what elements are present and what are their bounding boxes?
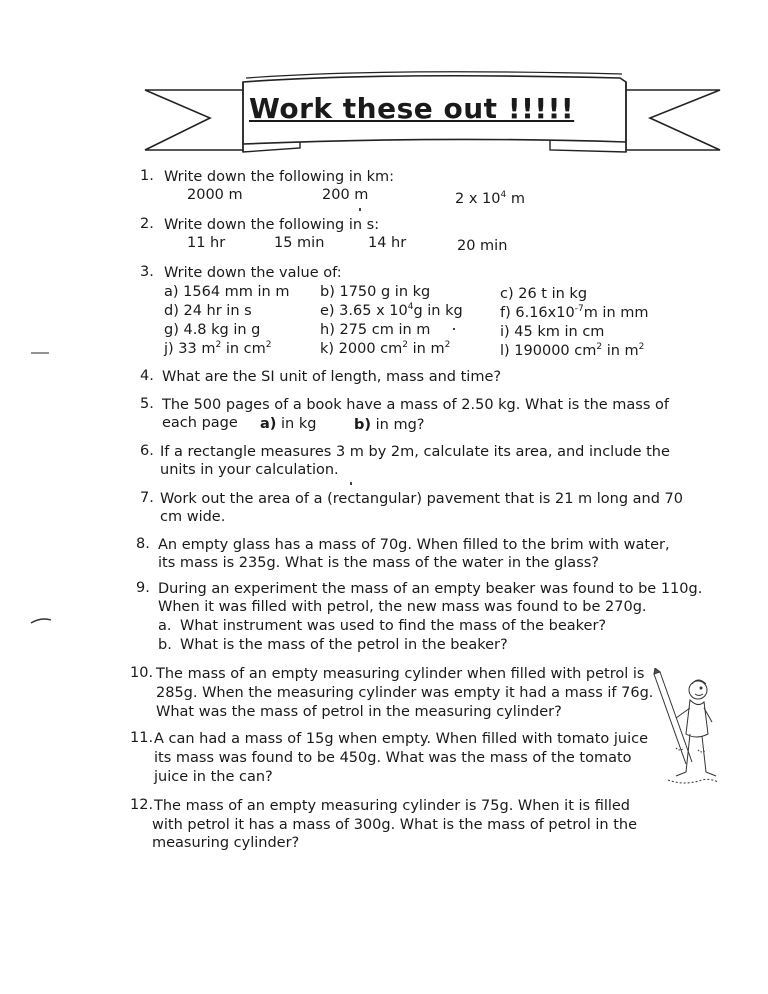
q2-item-2: 15 min <box>274 235 325 251</box>
speck <box>350 482 352 485</box>
q3-h: h) 275 cm in m <box>320 322 431 338</box>
q9-a-label: a. <box>158 618 172 634</box>
q4-text: What are the SI unit of length, mass and time? <box>162 369 502 385</box>
margin-mark-2 <box>30 615 52 625</box>
q9-line-1: During an experiment the mass of an empty beaker was found to be 110g. <box>158 581 703 597</box>
q2-number: 2. <box>140 216 154 232</box>
q2-item-3: 14 hr <box>368 235 407 251</box>
q5-number: 5. <box>140 396 154 412</box>
q1-number: 1. <box>140 168 154 184</box>
q5-line-2c: b) in mg? <box>354 417 425 433</box>
q7-line-2: cm wide. <box>160 509 226 525</box>
q8-number: 8. <box>136 536 150 552</box>
q11-line-3: juice in the can? <box>154 769 273 785</box>
q5-line-2a: each page <box>162 415 238 431</box>
q6-line-1: If a rectangle measures 3 m by 2m, calculate its area, and include the <box>160 444 670 460</box>
margin-mark-1 <box>30 350 50 356</box>
q3-g: g) 4.8 kg in g <box>164 322 261 338</box>
q10-number: 10. <box>130 665 154 681</box>
q5-line-2b: a) in kg <box>260 416 317 432</box>
q2-item-4: 20 min <box>457 238 508 254</box>
q8-line-2: its mass is 235g. What is the mass of the water in the glass? <box>158 555 599 571</box>
q10-line-2: 285g. When the measuring cylinder was empty it had a mass if 76g. <box>156 685 654 701</box>
q7-line-1: Work out the area of a (rectangular) pavement that is 21 m long and 70 <box>160 491 684 507</box>
q9-b-text: What is the mass of the petrol in the beaker? <box>180 637 508 653</box>
cartoon-figure-with-pencil-icon <box>646 668 720 792</box>
q3-a: a) 1564 mm in m <box>164 284 290 300</box>
q3-f: f) $6.16x10^{-7}m$ in mm <box>500 304 649 321</box>
q11-number: 11. <box>130 730 154 746</box>
q1-item-2: 200 m <box>322 187 369 203</box>
q12-number: 12. <box>130 797 154 813</box>
q10-line-1: The mass of an empty measuring cylinder when filled with petrol is <box>156 666 645 682</box>
q10-line-3: What was the mass of petrol in the measuring cylinder? <box>156 704 562 720</box>
q12-line-2: with petrol it has a mass of 300g. What is the mass of petrol in the <box>152 817 638 833</box>
q3-l: l) 190000 $cm^2$ in $m^2$ <box>500 342 645 359</box>
q9-a-text: What instrument was used to find the mass of the beaker? <box>180 618 607 634</box>
q3-d: d) 24 hr in s <box>164 303 252 319</box>
q9-line-2: When it was filled with petrol, the new mass was found to be 270g. <box>158 599 647 615</box>
q6-line-2: units in your calculation. <box>160 462 339 478</box>
q3-i: i) 45 km in cm <box>500 324 605 340</box>
q5-line-1: The 500 pages of a book have a mass of 2.50 kg. What is the mass of <box>162 397 669 413</box>
q11-line-2: its mass was found to be 450g. What was the mass of the tomato <box>154 750 632 766</box>
speck <box>453 328 455 330</box>
q3-k: k) 2000 $cm^2$ in $m^2$ <box>320 340 451 357</box>
q1-text: Write down the following in km: <box>164 169 395 185</box>
q1-item-1: 2000 m <box>187 187 243 203</box>
q12-line-1: The mass of an empty measuring cylinder is 75g. When it is filled <box>154 798 631 814</box>
speck <box>359 208 361 211</box>
page-title: Work these out !!!!! <box>249 92 575 125</box>
q7-number: 7. <box>140 490 154 506</box>
q3-text: Write down the value of: <box>164 265 342 281</box>
q4-number: 4. <box>140 368 154 384</box>
q3-j: j) 33 $m^2$ in $cm^2$ <box>164 340 272 357</box>
q3-c: c) 26 t in kg <box>500 286 588 302</box>
q3-b: b) 1750 g in kg <box>320 284 431 300</box>
q8-line-1: An empty glass has a mass of 70g. When filled to the brim with water, <box>158 537 670 553</box>
q2-item-1: 11 hr <box>187 235 226 251</box>
q3-number: 3. <box>140 264 154 280</box>
q6-number: 6. <box>140 443 154 459</box>
q9-number: 9. <box>136 580 150 596</box>
q12-line-3: measuring cylinder? <box>152 835 300 851</box>
q11-line-1: A can had a mass of 15g when empty. When filled with tomato juice <box>154 731 648 747</box>
q2-text: Write down the following in s: <box>164 217 380 233</box>
q3-e: e) 3.65 x $10^4g$ in kg <box>320 302 463 319</box>
q9-b-label: b. <box>158 637 172 653</box>
q1-item-3: 2 x $10^4$ m <box>455 190 525 207</box>
